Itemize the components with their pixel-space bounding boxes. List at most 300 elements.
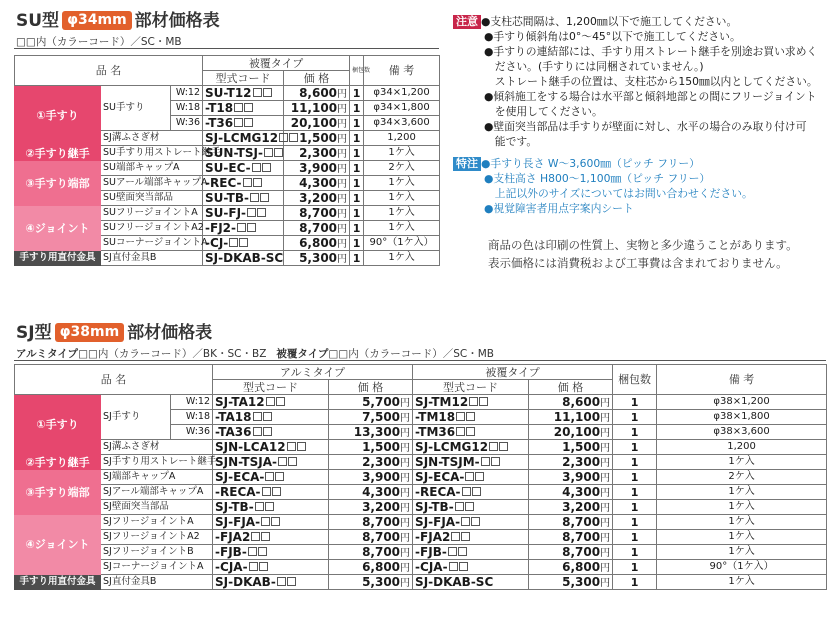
model-code <box>413 575 529 590</box>
price <box>284 176 350 191</box>
price-value: 3,200 <box>562 499 601 514</box>
color-code-box-icon <box>265 472 274 481</box>
model-code <box>203 86 284 101</box>
color-code-box-icon <box>461 517 470 526</box>
color-code-box-icon <box>276 397 285 406</box>
caution-line <box>453 44 828 59</box>
remarks: 1ケ入 <box>364 191 440 206</box>
color-code-box-icon <box>458 547 467 556</box>
sj-header-remarks: 備 考 <box>657 365 827 395</box>
model-code <box>213 545 329 560</box>
yen-unit: 円 <box>600 577 611 589</box>
sj-header-coating: 被覆タイプ <box>413 365 613 380</box>
category-2: ②手すり継手 <box>15 146 101 161</box>
yen-unit: 円 <box>337 253 348 265</box>
color-code-box-icon <box>288 457 297 466</box>
item-width: W:12 <box>171 395 213 410</box>
yen-unit: 円 <box>400 517 411 529</box>
caution-text: ださい。(手すりには同梱されていません。) <box>484 60 704 73</box>
model-code <box>203 131 284 146</box>
color-code-box-icon <box>247 223 256 232</box>
color-code-box-icon <box>239 238 248 247</box>
price <box>529 395 613 410</box>
special-order-text: ●支柱高さ H800～1,100㎜（ピッチ フリー） <box>484 172 711 185</box>
remarks: 1,200 <box>364 131 440 146</box>
price <box>329 410 413 425</box>
category-4: ④ジョイント <box>15 206 101 251</box>
sj-alu-label: アルミタイプ <box>16 348 79 360</box>
model-code <box>213 500 329 515</box>
model-code <box>213 485 329 500</box>
model-code <box>213 515 329 530</box>
model-code <box>413 440 529 455</box>
pack-count: 1 <box>350 221 364 236</box>
caution-line <box>453 119 828 134</box>
pack-count: 1 <box>613 575 657 590</box>
price-value: 13,300 <box>353 424 401 439</box>
model-code-text: SJN-TSJA- <box>215 455 277 469</box>
color-code-box-icon <box>265 502 274 511</box>
price <box>529 470 613 485</box>
yen-unit: 円 <box>337 193 348 205</box>
special-order-lines <box>453 156 828 216</box>
model-code <box>213 425 329 440</box>
color-code-box-icon <box>261 532 270 541</box>
price-value: 3,900 <box>562 469 601 484</box>
pack-count: 1 <box>613 485 657 500</box>
sj-header-hinmei: 品 名 <box>15 365 213 395</box>
caution-text: ●支柱芯間隔は、1,200㎜以下で施工してください。 <box>481 15 738 28</box>
price <box>284 221 350 236</box>
pack-count: 1 <box>613 515 657 530</box>
price-value: 11,100 <box>553 409 601 424</box>
su-title <box>16 6 220 31</box>
price <box>529 440 613 455</box>
caution-text: ●手すりの連結部には、手すり用ストレート継手を別途お買い求めく <box>484 45 818 58</box>
caution-line <box>453 134 828 149</box>
color-code-box-icon <box>275 472 284 481</box>
sj-header-coat-price: 価 格 <box>529 380 613 395</box>
price <box>329 500 413 515</box>
price <box>284 236 350 251</box>
model-code <box>203 191 284 206</box>
color-code-box-icon <box>259 562 268 571</box>
price <box>284 206 350 221</box>
model-code <box>203 176 284 191</box>
price-value: 3,200 <box>362 499 401 514</box>
model-code <box>413 515 529 530</box>
item-name: SJアール端部キャップA <box>101 485 213 500</box>
yen-unit: 円 <box>337 178 348 190</box>
color-code-box-icon <box>262 487 271 496</box>
price-value: 5,300 <box>362 574 401 589</box>
price <box>329 440 413 455</box>
yen-unit: 円 <box>600 502 611 514</box>
price <box>284 161 350 176</box>
yen-unit: 円 <box>400 397 411 409</box>
yen-unit: 円 <box>337 238 348 250</box>
item-name: SJフリージョイントB <box>101 545 213 560</box>
remarks: 1ケ入 <box>657 500 827 515</box>
color-code-box-icon <box>278 457 287 466</box>
remarks: 1ケ入 <box>364 206 440 221</box>
color-code-box-icon <box>263 427 272 436</box>
yen-unit: 円 <box>600 472 611 484</box>
price <box>529 560 613 575</box>
color-code-box-icon <box>229 238 238 247</box>
caution-notes <box>453 14 828 149</box>
model-code-text: SJ-TA12 <box>215 395 265 409</box>
model-code-text: SJN-LCA12 <box>215 440 286 454</box>
model-code <box>213 575 329 590</box>
pack-count: 1 <box>350 236 364 251</box>
table-row <box>15 485 827 500</box>
remarks: 90°（1ケ入） <box>657 560 827 575</box>
yen-unit: 円 <box>400 562 411 574</box>
model-code-text: SJ-DKAB- <box>215 575 276 589</box>
pack-count: 1 <box>613 425 657 440</box>
table-row <box>15 545 827 560</box>
sj-divider <box>14 360 826 361</box>
color-code-box-icon <box>448 547 457 556</box>
category-2: ②手すり継手 <box>15 455 101 470</box>
yen-unit: 円 <box>337 103 348 115</box>
category-3: ③手すり端部 <box>15 161 101 206</box>
price <box>329 545 413 560</box>
price-value: 5,300 <box>562 574 601 589</box>
price-value: 1,500 <box>562 439 601 454</box>
model-code-text: -TM18 <box>415 410 456 424</box>
model-code-text: SUN-TSJ- <box>205 146 263 160</box>
pack-count: 1 <box>350 161 364 176</box>
info-line-tax: 表示価格には消費税および工事費は含まれておりません。 <box>488 256 788 270</box>
remarks: φ34×3,600 <box>364 116 440 131</box>
su-header-price: 価 格 <box>284 71 350 86</box>
yen-unit: 円 <box>400 457 411 469</box>
price-value: 6,800 <box>362 559 401 574</box>
model-code-text: -FJB- <box>215 545 247 559</box>
price <box>529 530 613 545</box>
color-code-box-icon <box>472 487 481 496</box>
model-code-text: SJ-FJA- <box>415 515 461 529</box>
price <box>329 455 413 470</box>
remarks: φ34×1,200 <box>364 86 440 101</box>
model-code <box>213 455 329 470</box>
caution-text: ●手すり傾斜角は0°～45°以下で施工してください。 <box>484 30 741 43</box>
yen-unit: 円 <box>600 412 611 424</box>
yen-unit: 円 <box>400 427 411 439</box>
yen-unit: 円 <box>337 163 348 175</box>
price <box>529 500 613 515</box>
item-name: SJフリージョイントA <box>101 515 213 530</box>
color-code-box-icon <box>449 562 458 571</box>
yen-unit: 円 <box>600 427 611 439</box>
model-code <box>203 116 284 131</box>
price-value: 8,700 <box>299 205 338 220</box>
yen-unit: 円 <box>600 547 611 559</box>
color-code-box-icon <box>491 457 500 466</box>
color-code-box-icon <box>249 562 258 571</box>
sj-header-alu: アルミタイプ <box>213 365 413 380</box>
sj-diameter-pill: φ38mm <box>55 323 125 342</box>
yen-unit: 円 <box>337 133 348 145</box>
model-code <box>203 146 284 161</box>
pack-count: 1 <box>350 251 364 266</box>
sj-price-table <box>14 364 827 590</box>
item-name: SJ直付金具B <box>101 251 203 266</box>
su-table-body <box>15 86 440 266</box>
price-value: 20,100 <box>553 424 601 439</box>
model-code-text: SJ-TM12 <box>415 395 469 409</box>
model-code-text: -T36 <box>205 116 234 130</box>
caution-line <box>453 14 828 29</box>
category-1: ①手すり <box>15 86 101 146</box>
caution-text: ●壁面突当部品は手すりが壁面に対し、水平の場合のみ取り付け可 <box>484 120 807 133</box>
price-value: 8,700 <box>362 529 401 544</box>
color-code-box-icon <box>264 148 273 157</box>
pack-count: 1 <box>350 206 364 221</box>
category-5: 手すり用直付金具 <box>15 251 101 266</box>
price <box>284 86 350 101</box>
model-code-text: SJ-LCMG12 <box>205 131 279 145</box>
table-row <box>15 440 827 455</box>
sj-header-pack: 梱包数 <box>613 365 657 395</box>
pack-count: 1 <box>350 116 364 131</box>
yen-unit: 円 <box>600 487 611 499</box>
model-code <box>203 101 284 116</box>
category-1: ①手すり <box>15 395 101 455</box>
model-code <box>413 485 529 500</box>
price-value: 8,700 <box>562 529 601 544</box>
su-header-remarks: 備 考 <box>364 56 440 86</box>
model-code-text: SU-T12 <box>205 86 252 100</box>
color-code-box-icon <box>243 178 252 187</box>
color-code-box-icon <box>244 103 253 112</box>
color-code-box-icon <box>237 223 246 232</box>
remarks: φ38×3,600 <box>657 425 827 440</box>
category-3: ③手すり端部 <box>15 470 101 515</box>
caution-text: 能です。 <box>484 135 538 148</box>
table-row <box>15 575 827 590</box>
price-value: 8,700 <box>362 544 401 559</box>
table-row <box>15 86 440 101</box>
special-order-line <box>453 156 828 171</box>
model-code-text: -RECA- <box>415 485 461 499</box>
color-code-box-icon <box>247 208 256 217</box>
special-order-line <box>453 201 828 216</box>
model-code-text: -TA18 <box>215 410 252 424</box>
price-value: 3,900 <box>362 469 401 484</box>
model-code-text: -CJA- <box>215 560 248 574</box>
pack-count: 1 <box>350 131 364 146</box>
item-name: SJ溝ふさぎ材 <box>101 440 213 455</box>
model-code <box>413 455 529 470</box>
table-row <box>15 470 827 485</box>
price-value: 6,800 <box>299 235 338 250</box>
item-name: SJ壁面突当部品 <box>101 500 213 515</box>
model-code-text: SJ-LCMG12 <box>415 440 489 454</box>
table-row <box>15 560 827 575</box>
remarks: φ38×1,200 <box>657 395 827 410</box>
sj-header-coat-model: 型式コード <box>413 380 529 395</box>
color-code-box-icon <box>248 547 257 556</box>
pack-count: 1 <box>613 500 657 515</box>
model-code-text: -RECA- <box>215 485 261 499</box>
table-row <box>15 161 440 176</box>
sj-coat-label: 被覆タイプ <box>276 348 329 360</box>
price-value: 3,900 <box>299 160 338 175</box>
price <box>329 470 413 485</box>
price <box>329 560 413 575</box>
remarks: 2ケ入 <box>657 470 827 485</box>
table-row <box>15 146 440 161</box>
su-header-model: 型式コード <box>203 71 284 86</box>
model-code <box>413 470 529 485</box>
item-width: W:36 <box>171 425 213 440</box>
special-order-line <box>453 171 828 186</box>
yen-unit: 円 <box>400 577 411 589</box>
pack-count: 1 <box>613 545 657 560</box>
color-code-box-icon <box>271 517 280 526</box>
model-code <box>213 410 329 425</box>
yen-unit: 円 <box>600 397 611 409</box>
price <box>529 410 613 425</box>
remarks: φ38×1,800 <box>657 410 827 425</box>
table-row <box>15 455 827 470</box>
sj-color-note <box>16 346 494 361</box>
price-value: 5,700 <box>362 394 401 409</box>
price <box>529 515 613 530</box>
color-code-box-icon <box>287 577 296 586</box>
pack-count: 1 <box>350 101 364 116</box>
color-code-box-icon <box>279 133 288 142</box>
price <box>329 575 413 590</box>
yen-unit: 円 <box>600 442 611 454</box>
color-code-box-icon <box>456 427 465 436</box>
model-code-text: -FJ2- <box>205 221 237 235</box>
model-code-text: SJ-ECA- <box>415 470 465 484</box>
item-width: W:12 <box>171 86 203 101</box>
su-diameter-pill: φ34mm <box>62 11 132 30</box>
price-value: 8,600 <box>299 85 338 100</box>
price <box>284 116 350 131</box>
caution-text: ストレート継手の位置は、支柱芯から150㎜以内としてください。 <box>484 75 818 88</box>
model-code <box>213 560 329 575</box>
model-code-text: SJ-ECA- <box>215 470 265 484</box>
yen-unit: 円 <box>337 148 348 160</box>
price-value: 20,100 <box>290 115 338 130</box>
price-value: 2,300 <box>362 454 401 469</box>
model-code <box>213 440 329 455</box>
pack-count: 1 <box>613 395 657 410</box>
yen-unit: 円 <box>337 208 348 220</box>
table-row <box>15 206 440 221</box>
price <box>329 515 413 530</box>
model-code <box>213 530 329 545</box>
pack-count: 1 <box>613 530 657 545</box>
pack-count: 1 <box>613 440 657 455</box>
caution-text: ●傾斜施工をする場合は水平部と傾斜地部との間にフリージョイント <box>484 90 817 103</box>
model-code-text: -REC- <box>205 176 242 190</box>
remarks: 1ケ入 <box>657 455 827 470</box>
table-row <box>15 500 827 515</box>
model-code-text: -TA36 <box>215 425 252 439</box>
item-width: W:18 <box>171 101 203 116</box>
price-value: 8,600 <box>562 394 601 409</box>
price-value: 4,300 <box>562 484 601 499</box>
remarks: 1ケ入 <box>364 176 440 191</box>
item-name: SU手すり用ストレート継手 <box>101 146 203 161</box>
price-value: 11,100 <box>290 100 338 115</box>
remarks: 1ケ入 <box>657 515 827 530</box>
color-code-box-icon <box>250 193 259 202</box>
model-code <box>203 236 284 251</box>
price <box>529 485 613 500</box>
color-code-box-icon <box>261 517 270 526</box>
model-code-text: SU-TB- <box>205 191 249 205</box>
price-value: 8,700 <box>562 514 601 529</box>
item-name: SUフリージョイントA2 <box>101 221 203 236</box>
price-value: 3,200 <box>299 190 338 205</box>
pack-count: 1 <box>350 176 364 191</box>
price-value: 1,500 <box>362 439 401 454</box>
model-code <box>413 425 529 440</box>
color-code-box-icon <box>469 397 478 406</box>
su-header-hinmei: 品 名 <box>15 56 203 86</box>
price <box>329 425 413 440</box>
model-code <box>413 410 529 425</box>
table-row <box>15 251 440 266</box>
color-code-box-icon <box>253 88 262 97</box>
item-name: SU端部キャップA <box>101 161 203 176</box>
yen-unit: 円 <box>600 457 611 469</box>
remarks: 1ケ入 <box>657 530 827 545</box>
color-code-box-icon <box>253 412 262 421</box>
yen-unit: 円 <box>600 532 611 544</box>
model-code-text: -FJA2 <box>215 530 251 544</box>
yen-unit: 円 <box>337 118 348 130</box>
price <box>329 485 413 500</box>
pack-count: 1 <box>613 470 657 485</box>
sj-title-type: SJ型 <box>16 323 52 343</box>
yen-unit: 円 <box>400 532 411 544</box>
color-code-box-icon <box>260 193 269 202</box>
color-code-box-icon <box>479 397 488 406</box>
su-header-coating: 被覆タイプ <box>203 56 350 71</box>
remarks: φ34×1,800 <box>364 101 440 116</box>
color-code-box-icon <box>263 412 272 421</box>
sj-header-row-1 <box>15 365 827 380</box>
model-code <box>213 470 329 485</box>
yen-unit: 円 <box>400 442 411 454</box>
model-code <box>203 251 284 266</box>
model-code-text: SJN-TSJM- <box>415 455 480 469</box>
pack-count: 1 <box>350 146 364 161</box>
item-name: SJ直付金具B <box>101 575 213 590</box>
item-name: SJコーナージョイントA <box>101 560 213 575</box>
model-code-text: SJ-DKAB-SC <box>415 575 494 589</box>
yen-unit: 円 <box>337 223 348 235</box>
special-order-text: 上記以外のサイズについてはお問い合わせください。 <box>484 187 753 200</box>
color-code-box-icon <box>244 118 253 127</box>
pack-count: 1 <box>613 560 657 575</box>
model-code-text: SU-FJ- <box>205 206 247 220</box>
caution-text: を使用してください。 <box>484 105 603 118</box>
color-code-box-icon <box>297 442 306 451</box>
price-value: 4,300 <box>299 175 338 190</box>
model-code-text: -CJ- <box>205 236 229 250</box>
price-value: 8,700 <box>362 514 401 529</box>
